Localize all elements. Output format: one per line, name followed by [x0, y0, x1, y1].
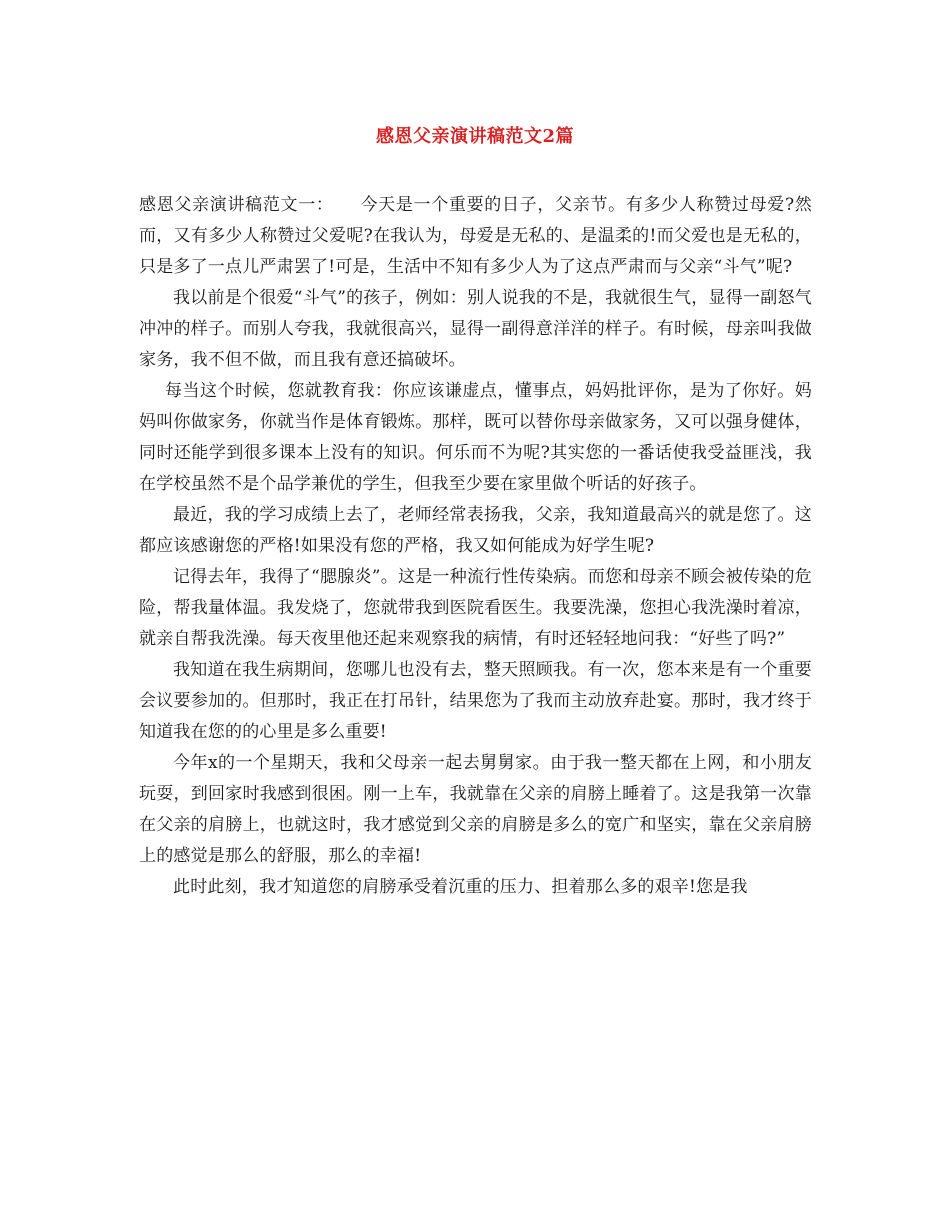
document-title: 感恩父亲演讲稿范文2篇 — [375, 126, 575, 147]
paragraph-7: 今年x的一个星期天，我和父母亲一起去舅舅家。由于我一整天都在上网，和小朋友玩耍，到回家时我感到很困。刚一上车，我就靠在父亲的肩膀上睡着了。这是我第一次靠在父亲的肩膀上，也就这时，我才感觉到父亲的肩膀是多么的宽广和坚实，靠在父亲肩膀上的感觉是那么的舒服，那么的幸福! — [139, 753, 812, 866]
paragraph-8: 此时此刻，我才知道您的肩膀承受着沉重的压力、担着那么多的艰辛!您是我 — [173, 877, 748, 897]
paragraph-1: 感恩父亲演讲稿范文一： 今天是一个重要的日子，父亲节。有多少人称赞过母爱?然而，又有多少人称赞过父爱呢?在我认为，母爱是无私的、是温柔的!而父爱也是无私的，只是多了一点儿严肃罢了!可是，生活中不知有多少人为了这点严肃而与父亲“斗气”呢? — [139, 195, 812, 277]
paragraph-2: 我以前是个很爱“斗气”的孩子，例如：别人说我的不是，我就很生气，显得一副怒气冲冲的样子。而别人夸我，我就很高兴，显得一副得意洋洋的样子。有时候，母亲叫我做家务，我不但不做，而且我有意还搞破坏。 — [139, 288, 812, 370]
paragraph-3: 每当这个时候，您就教育我：你应该谦虚点，懂事点，妈妈批评你，是为了你好。妈妈叫你做家务，你就当作是体育锻炼。那样，既可以替你母亲做家务，又可以强身健体，同时还能学到很多课本上没有的知识。何乐而不为呢?其实您的一番话使我受益匪浅，我在学校虽然不是个品学兼优的学生，但我至少要在家里做个听话的好孩子。 — [139, 381, 812, 494]
paragraph-6: 我知道在我生病期间，您哪儿也没有去，整天照顾我。有一次，您本来是有一个重要会议要参加的。但那时，我正在打吊针，结果您为了我而主动放弃赴宴。那时，我才终于知道我在您的的心里是多么重要! — [139, 660, 812, 742]
document-body — [139, 190, 812, 903]
paragraph-5: 记得去年，我得了“腮腺炎”。这是一种流行性传染病。而您和母亲不顾会被传染的危险，帮我量体温。我发烧了，您就带我到医院看医生。我要洗澡，您担心我洗澡时着凉，就亲自帮我洗澡。每天夜里他还起来观察我的病情，有时还轻轻地问我：“好些了吗?” — [139, 567, 812, 649]
paragraph-4: 最近，我的学习成绩上去了，老师经常表扬我，父亲，我知道最高兴的就是您了。这都应该感谢您的严格!如果没有您的严格，我又如何能成为好学生呢? — [139, 505, 812, 556]
